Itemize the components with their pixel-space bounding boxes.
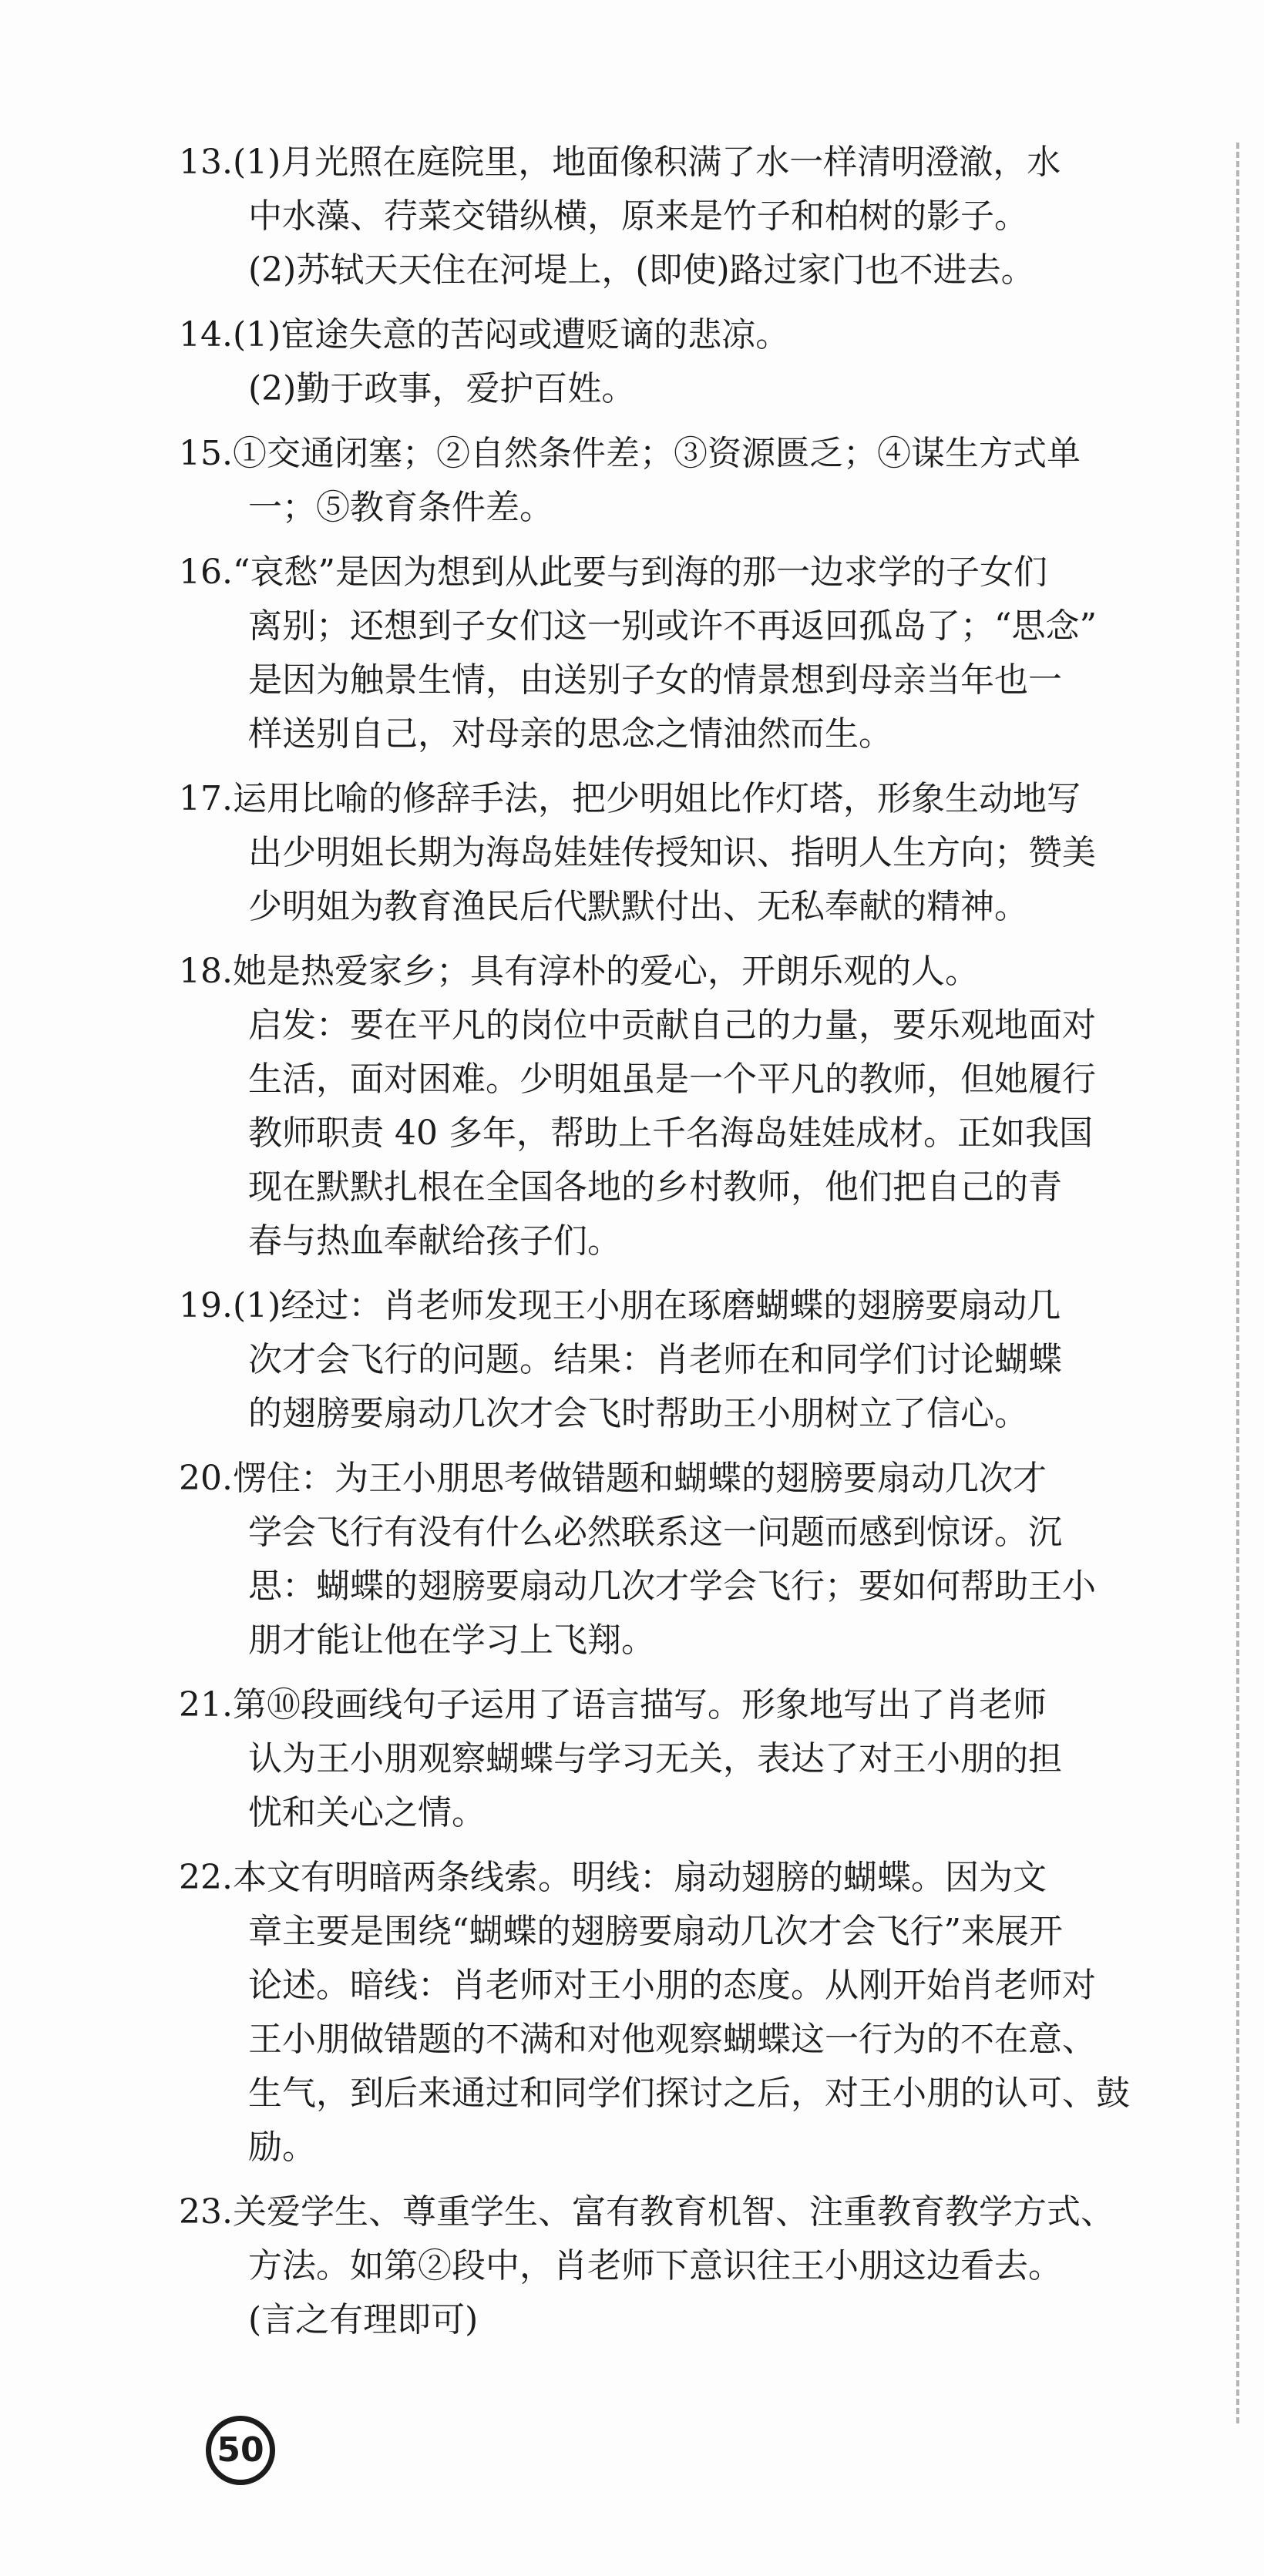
answer-sub-line: (言之有理即可) <box>248 2300 479 2339</box>
answer-line: 中水藻、荇菜交错纵横，原来是竹子和柏树的影子。 <box>248 196 1028 236</box>
answer-first-line <box>179 136 1181 190</box>
answer-item <box>179 1678 1181 1840</box>
question-number: 23. <box>179 2192 233 2232</box>
answer-text: 运用比喻的修辞手法，把少明姐比作灯塔，形象生动地写 <box>232 779 1081 818</box>
answer-line: 少明姐为教育渔民后代默默付出、无私奉献的精神。 <box>248 887 1028 926</box>
answer-sub-line: (2)苏轼天天住在河堤上，(即使)路过家门也不进去。 <box>248 250 1035 290</box>
answer-line: 次才会飞行的问题。结果：肖老师在和同学们讨论蝴蝶 <box>248 1340 1062 1379</box>
question-number: 13. <box>179 143 233 182</box>
answer-text: 她是热爱家乡；具有淳朴的爱心，开朗乐观的人。 <box>232 952 979 991</box>
answer-line: 思：蝴蝶的翅膀要扇动几次才学会飞行；要如何帮助王小 <box>248 1567 1096 1606</box>
answer-item <box>179 1851 1181 2175</box>
answer-line: 认为王小朋观察蝴蝶与学习无关，表达了对王小朋的担 <box>248 1739 1062 1778</box>
answer-sub-line: (2)勤于政事，爱护百姓。 <box>248 369 636 408</box>
answer-line: 是因为触景生情，由送别子女的情景想到母亲当年也一 <box>248 660 1062 700</box>
answer-text: (1)经过：肖老师发现王小朋在琢磨蝴蝶的翅膀要扇动几 <box>232 1286 1061 1325</box>
answer-item <box>179 546 1181 761</box>
question-number: 14. <box>179 315 233 354</box>
answer-text: 愣住：为王小朋思考做错题和蝴蝶的翅膀要扇动几次才 <box>232 1459 1047 1498</box>
answer-line: 一；⑤教育条件差。 <box>248 488 553 527</box>
answer-line: 王小朋做错题的不满和对他观察蝴蝶这一行为的不在意、 <box>248 2020 1096 2059</box>
question-number: 20. <box>179 1459 233 1498</box>
answer-line: 忧和关心之情。 <box>248 1793 486 1832</box>
answer-sub-line: 教师职责 40 多年，帮助上千名海岛娃娃成材。正如我国 <box>248 1113 1093 1153</box>
answer-line: 的翅膀要扇动几次才会飞时帮助王小朋树立了信心。 <box>248 1394 1028 1433</box>
answer-line: 出少明姐长期为海岛娃娃传授知识、指明人生方向；赞美 <box>248 833 1096 872</box>
answer-sub-line: 春与热血奉献给孩子们。 <box>248 1221 621 1261</box>
answer-line: 朋才能让他在学习上飞翔。 <box>248 1620 655 1660</box>
answer-item <box>179 772 1181 934</box>
answer-first-line <box>179 2185 1181 2239</box>
answer-sub-line: 生活，面对困难。少明姐虽是一个平凡的教师，但她履行 <box>248 1060 1096 1099</box>
answer-text: ①交通闭塞；②自然条件差；③资源匮乏；④谋生方式单 <box>232 434 1081 473</box>
answer-first-line <box>179 427 1181 481</box>
answer-line: 生气，到后来通过和同学们探讨之后，对王小朋的认可、鼓 <box>248 2074 1130 2113</box>
answer-first-line <box>179 945 1181 999</box>
answer-item <box>179 1279 1181 1441</box>
answer-first-line <box>179 308 1181 362</box>
answer-line: 励。 <box>248 2128 316 2167</box>
answer-item <box>179 945 1181 1268</box>
answer-text: “哀愁”是因为想到从此要与到海的那一边求学的子女们 <box>232 552 1047 592</box>
answer-text: (1)宦途失意的苦闷或遭贬谪的悲凉。 <box>232 315 790 354</box>
answer-first-line <box>179 1279 1181 1333</box>
answer-first-line <box>179 1452 1181 1506</box>
question-number: 19. <box>179 1286 233 1325</box>
answer-item <box>179 136 1181 297</box>
answer-line: 离别；还想到子女们这一别或许不再返回孤岛了；“思念” <box>248 606 1097 646</box>
page-number-badge: 50 <box>206 2416 275 2485</box>
cut-line-divider <box>1236 143 1239 2423</box>
answer-first-line <box>179 772 1181 826</box>
answer-line: 学会飞行有没有什么必然联系这一问题而感到惊讶。沉 <box>248 1513 1062 1552</box>
answer-text: 关爱学生、尊重学生、富有教育机智、注重教育教学方式、 <box>232 2192 1114 2232</box>
answer-text: 第⑩段画线句子运用了语言描写。形象地写出了肖老师 <box>232 1685 1047 1725</box>
question-number: 16. <box>179 552 233 592</box>
answer-first-line <box>179 1851 1181 1905</box>
question-number: 22. <box>179 1858 233 1897</box>
answer-list <box>179 136 1181 2358</box>
question-number: 15. <box>179 434 233 473</box>
answer-item <box>179 427 1181 535</box>
answer-item <box>179 308 1181 416</box>
question-number: 21. <box>179 1685 233 1725</box>
answer-item <box>179 1452 1181 1668</box>
answer-line: 论述。暗线：肖老师对王小朋的态度。从刚开始肖老师对 <box>248 1966 1096 2005</box>
answer-first-line <box>179 546 1181 599</box>
question-number: 18. <box>179 952 233 991</box>
answer-line: 方法。如第②段中，肖老师下意识往王小朋这边看去。 <box>248 2246 1062 2285</box>
answer-first-line <box>179 1678 1181 1732</box>
answer-item <box>179 2185 1181 2347</box>
answer-line: 样送别自己，对母亲的思念之情油然而生。 <box>248 714 893 754</box>
answer-sub-line: 启发：要在平凡的岗位中贡献自己的力量，要乐观地面对 <box>248 1006 1096 1045</box>
answer-sub-line: 现在默默扎根在全国各地的乡村教师，他们把自己的青 <box>248 1167 1062 1207</box>
answer-text: 本文有明暗两条线索。明线：扇动翅膀的蝴蝶。因为文 <box>232 1858 1047 1897</box>
answer-text: (1)月光照在庭院里，地面像积满了水一样清明澄澈，水 <box>232 143 1061 182</box>
answer-line: 章主要是围绕“蝴蝶的翅膀要扇动几次才会飞行”来展开 <box>248 1912 1063 1951</box>
question-number: 17. <box>179 779 233 818</box>
